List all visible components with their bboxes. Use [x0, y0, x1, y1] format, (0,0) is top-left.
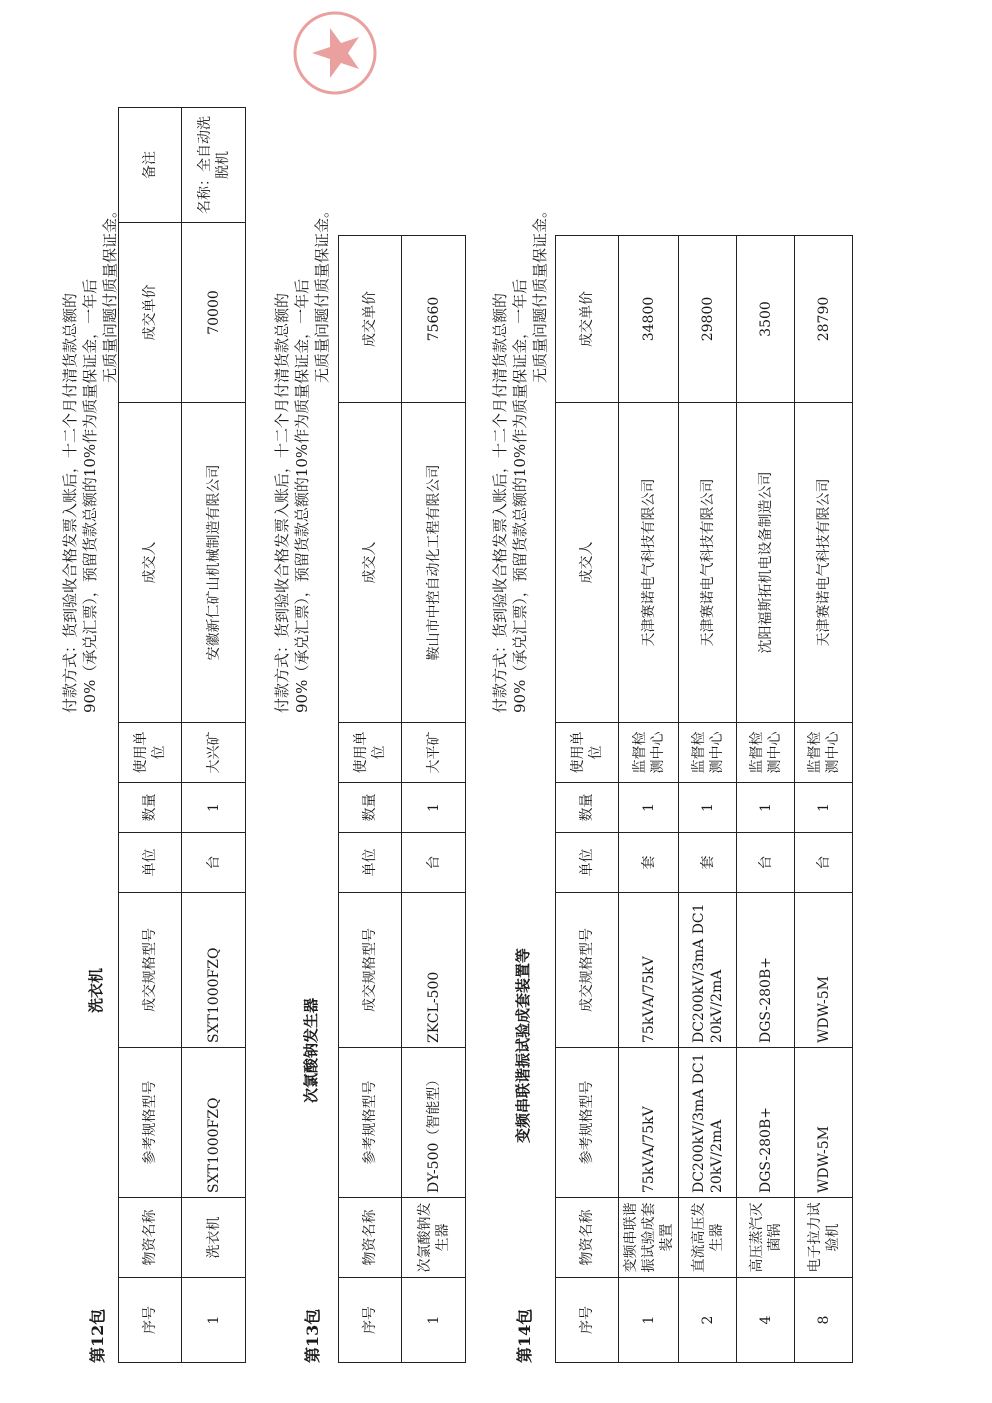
cell-name: 电子拉力试验机 — [795, 1198, 853, 1278]
cell-price: 75660 — [402, 236, 466, 403]
cell-vendor: 安徽新仁矿山机械制造有限公司 — [182, 403, 246, 723]
cell-remark: 名称：全自动洗脱机 — [182, 108, 246, 223]
col-header: 单位 — [339, 833, 402, 893]
col-header: 成交单价 — [339, 236, 402, 403]
cell-name: 次氯酸钠发生器 — [402, 1198, 466, 1278]
cell-user: 监督检测中心 — [737, 723, 795, 783]
col-header: 数量 — [556, 783, 619, 833]
pkg14-payment-terms — [490, 33, 550, 713]
table-header-row — [556, 236, 619, 1363]
payment-line-2: 90%（承兑汇票），预留货款总额的10%作为质量保证金，一年后 — [293, 278, 311, 713]
cell-unit: 台 — [402, 833, 466, 893]
cell-no: 2 — [679, 1278, 737, 1363]
cell-price: 3500 — [737, 236, 795, 403]
pkg12-payment-terms — [60, 33, 120, 713]
cell-name: 直流高压发生器 — [679, 1198, 737, 1278]
col-header: 数量 — [339, 783, 402, 833]
col-header: 成交单价 — [119, 223, 182, 403]
cell-no: 1 — [182, 1278, 246, 1363]
pkg13-title: 次氯酸钠发生器 — [302, 997, 320, 1103]
col-header: 成交人 — [119, 403, 182, 723]
payment-line-3: 无质量问题付质量保证金。 — [531, 202, 549, 383]
cell-price: 29800 — [679, 236, 737, 403]
cell-spec: ZKCL-500 — [402, 893, 466, 1048]
cell-price: 70000 — [182, 223, 246, 403]
cell-vendor: 天津赛诺电气科技有限公司 — [795, 403, 853, 723]
cell-ref: WDW-5M — [795, 1048, 853, 1198]
table-row — [737, 236, 795, 1363]
cell-qty: 1 — [679, 783, 737, 833]
cell-user: 监督检测中心 — [795, 723, 853, 783]
pkg12-table — [118, 107, 246, 1363]
payment-line-3: 无质量问题付质量保证金。 — [313, 202, 331, 383]
pkg13-table — [338, 235, 466, 1363]
pkg13-payment-terms — [272, 33, 332, 713]
col-header: 使用单位 — [556, 723, 619, 783]
cell-ref: DGS-280B+ — [737, 1048, 795, 1198]
cell-qty: 1 — [737, 783, 795, 833]
col-header: 使用单位 — [119, 723, 182, 783]
cell-user: 监督检测中心 — [679, 723, 737, 783]
cell-vendor: 沈阳福斯拓机电设备制造公司 — [737, 403, 795, 723]
col-header: 成交规格型号 — [119, 893, 182, 1048]
col-header: 成交规格型号 — [556, 893, 619, 1048]
table-row — [795, 236, 853, 1363]
payment-line-1: 付款方式：货到验收合格发票入账后，十二个月付清货款总额的 — [491, 292, 509, 713]
col-header: 物资名称 — [556, 1198, 619, 1278]
cell-user: 大兴矿 — [182, 723, 246, 783]
cell-name: 变频串联谐振试验成套装置 — [619, 1198, 679, 1278]
col-header: 物资名称 — [119, 1198, 182, 1278]
col-header: 备注 — [119, 108, 182, 223]
col-header: 参考规格型号 — [119, 1048, 182, 1198]
table-header-row — [119, 108, 182, 1363]
col-header: 参考规格型号 — [339, 1048, 402, 1198]
cell-ref: SXT1000FZQ — [182, 1048, 246, 1198]
cell-unit: 套 — [679, 833, 737, 893]
col-header: 序号 — [339, 1278, 402, 1363]
col-header: 成交规格型号 — [339, 893, 402, 1048]
cell-ref: DY-500（智能型） — [402, 1048, 466, 1198]
cell-name: 高压蒸汽灭菌锅 — [737, 1198, 795, 1278]
cell-spec: WDW-5M — [795, 893, 853, 1048]
col-header: 成交单价 — [556, 236, 619, 403]
pkg14-label: 第14包 — [515, 1308, 534, 1363]
cell-no: 1 — [619, 1278, 679, 1363]
cell-unit: 套 — [619, 833, 679, 893]
table-row — [402, 236, 466, 1363]
pkg12-title: 洗衣机 — [87, 967, 105, 1013]
payment-line-1: 付款方式：货到验收合格发票入账后，十二个月付清货款总额的 — [61, 292, 79, 713]
pkg12-label: 第12包 — [88, 1308, 107, 1363]
cell-qty: 1 — [182, 783, 246, 833]
col-header: 序号 — [556, 1278, 619, 1363]
cell-no: 1 — [402, 1278, 466, 1363]
cell-spec: 75kVA/75kV — [619, 893, 679, 1048]
col-header: 序号 — [119, 1278, 182, 1363]
col-header: 数量 — [119, 783, 182, 833]
cell-ref: 75kVA/75kV — [619, 1048, 679, 1198]
cell-no: 8 — [795, 1278, 853, 1363]
cell-name: 洗衣机 — [182, 1198, 246, 1278]
cell-price: 28790 — [795, 236, 853, 403]
table-row — [182, 108, 246, 1363]
payment-line-2: 90%（承兑汇票），预留货款总额的10%作为质量保证金，一年后 — [511, 278, 529, 713]
cell-qty: 1 — [402, 783, 466, 833]
cell-spec: DC200kV/3mA DC120kV/2mA — [679, 893, 737, 1048]
cell-user: 大平矿 — [402, 723, 466, 783]
table-row — [679, 236, 737, 1363]
cell-unit: 台 — [737, 833, 795, 893]
col-header: 单位 — [119, 833, 182, 893]
col-header: 单位 — [556, 833, 619, 893]
col-header: 成交人 — [339, 403, 402, 723]
cell-unit: 台 — [182, 833, 246, 893]
cell-spec: DGS-280B+ — [737, 893, 795, 1048]
pkg14-title: 变频串联谐振试验成套装置等 — [514, 947, 532, 1143]
payment-line-1: 付款方式：货到验收合格发票入账后，十二个月付清货款总额的 — [273, 292, 291, 713]
cell-spec: SXT1000FZQ — [182, 893, 246, 1048]
cell-user: 监督检测中心 — [619, 723, 679, 783]
table-row — [619, 236, 679, 1363]
cell-unit: 台 — [795, 833, 853, 893]
table-header-row — [339, 236, 402, 1363]
cell-vendor: 鞍山市中控自动化工程有限公司 — [402, 403, 466, 723]
col-header: 物资名称 — [339, 1198, 402, 1278]
cell-no: 4 — [737, 1278, 795, 1363]
pkg13-label: 第13包 — [303, 1308, 322, 1363]
cell-vendor: 天津赛诺电气科技有限公司 — [679, 403, 737, 723]
cell-qty: 1 — [795, 783, 853, 833]
col-header: 使用单位 — [339, 723, 402, 783]
pkg14-table — [555, 235, 853, 1363]
cell-qty: 1 — [619, 783, 679, 833]
payment-line-3: 无质量问题付质量保证金。 — [101, 202, 119, 383]
cell-ref: DC200kV/3mA DC120kV/2mA — [679, 1048, 737, 1198]
col-header: 参考规格型号 — [556, 1048, 619, 1198]
cell-price: 34800 — [619, 236, 679, 403]
payment-line-2: 90%（承兑汇票），预留货款总额的10%作为质量保证金，一年后 — [81, 278, 99, 713]
col-header: 成交人 — [556, 403, 619, 723]
cell-vendor: 天津赛诺电气科技有限公司 — [619, 403, 679, 723]
